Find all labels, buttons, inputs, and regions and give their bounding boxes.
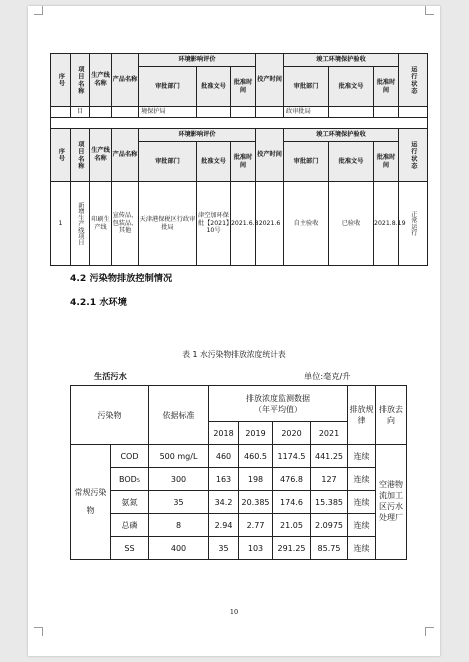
year-2018: 2018 — [209, 422, 239, 445]
year-2020: 2020 — [273, 422, 311, 445]
cont-project: 目 — [71, 107, 90, 118]
row-line: 印刷生产线 — [90, 182, 112, 266]
t2-header-row-1 — [71, 386, 407, 422]
eia-doc-header: 批准文号 — [197, 67, 231, 107]
value-2021: 441.25 — [311, 445, 348, 468]
value-2019: 103 — [239, 537, 273, 560]
eia-time-header: 批准时间 — [231, 67, 256, 107]
acceptance-header: 竣工环境保护验收 — [284, 54, 399, 67]
value-2020: 1174.5 — [273, 445, 311, 468]
value-2021: 2.0975 — [311, 514, 348, 537]
value-2018: 460 — [209, 445, 239, 468]
eia-header: 环境影响评价 — [139, 54, 256, 67]
status-header: 运行状态 — [399, 54, 428, 107]
row-seq: 1 — [51, 182, 71, 266]
discharge-rule: 连续 — [348, 514, 376, 537]
year-2021: 2021 — [311, 422, 348, 445]
seq-header: 序号 — [51, 54, 71, 107]
value-2019: 2.77 — [239, 514, 273, 537]
cont-eia-dept: 境保护局 — [139, 107, 197, 118]
pollutant-standard: 300 — [149, 468, 209, 491]
continued-row — [51, 107, 428, 118]
acc-doc-header-2: 批准文号 — [329, 142, 374, 182]
water-pollutant-table — [70, 385, 407, 560]
pollutant-name: 总磷 — [111, 514, 149, 537]
row-acc-doc: 已验收 — [329, 182, 374, 266]
row-status: 正常运行 — [399, 182, 428, 266]
value-2020: 21.05 — [273, 514, 311, 537]
table-unit: 单位:毫克/升 — [304, 371, 351, 381]
product-header-2: 产品名称 — [112, 129, 139, 182]
crop-mark-bottom-right — [425, 627, 434, 636]
value-2020: 174.6 — [273, 491, 311, 514]
destination-header: 排放去向 — [376, 386, 407, 445]
project-header-2: 项目名称 — [71, 129, 90, 182]
value-2018: 35 — [209, 537, 239, 560]
acc-time-header-2: 批准时间 — [374, 142, 399, 182]
value-2021: 15.385 — [311, 491, 348, 514]
row-acc-dept: 自主验收 — [284, 182, 329, 266]
group-label: 常规污染物 — [71, 445, 111, 560]
cont-seq — [51, 107, 71, 118]
crop-mark-bottom-left — [34, 627, 43, 636]
eia-dept-header: 审批部门 — [139, 67, 197, 107]
pollutant-standard: 500 mg/L — [149, 445, 209, 468]
section-heading-4-2: 4.2 污染物排放控制情况 — [70, 273, 173, 284]
acc-dept-header-2: 审批部门 — [284, 142, 329, 182]
pollutant-name: 氨氮 — [111, 491, 149, 514]
header-row-1 — [51, 54, 428, 67]
table-row — [71, 514, 407, 537]
project-table — [50, 53, 428, 266]
product-header: 产品名称 — [112, 54, 139, 107]
header-row-3 — [51, 129, 428, 142]
row-acc-time: 2021.8.19 — [374, 182, 399, 266]
acc-dept-header: 审批部门 — [284, 67, 329, 107]
project-header: 项目名称 — [71, 54, 90, 107]
crop-mark-top-right — [425, 6, 434, 15]
discharge-rule: 连续 — [348, 491, 376, 514]
pollutant-header: 污染物 — [71, 386, 149, 445]
pollutant-standard: 8 — [149, 514, 209, 537]
project-row — [51, 182, 428, 266]
value-2019: 460.5 — [239, 445, 273, 468]
discharge-rule: 连续 — [348, 468, 376, 491]
standard-header: 依据标准 — [149, 386, 209, 445]
eia-doc-header-2: 批准文号 — [197, 142, 231, 182]
pollutant-standard: 400 — [149, 537, 209, 560]
table-row — [71, 445, 407, 468]
cont-acc-dept: 政审批局 — [284, 107, 329, 118]
pollutant-name: BOD₅ — [111, 468, 149, 491]
value-2021: 127 — [311, 468, 348, 491]
value-2019: 198 — [239, 468, 273, 491]
section-heading-4-2-1: 4.2.1 水环境 — [70, 297, 127, 308]
rule-header: 排放规律 — [348, 386, 376, 445]
eia-time-header-2: 批准时间 — [231, 142, 256, 182]
value-2019: 20.385 — [239, 491, 273, 514]
table-caption: 表 1 水污染物排放浓度统计表 — [182, 350, 286, 359]
value-2018: 34.2 — [209, 491, 239, 514]
discharge-rule: 连续 — [348, 445, 376, 468]
discharge-rule: 连续 — [348, 537, 376, 560]
table-subtitle: 生活污水 — [94, 371, 127, 381]
row-eia-doc: 津空加环保批【2021】10号 — [197, 182, 231, 266]
table-row — [71, 537, 407, 560]
value-2018: 2.94 — [209, 514, 239, 537]
crop-mark-top-left — [34, 6, 43, 15]
data-header: 排放浓度监测数据 （年平均值） — [209, 386, 348, 422]
row-project: 新增生产线项目 — [71, 182, 90, 266]
value-2021: 85.75 — [311, 537, 348, 560]
table-row — [71, 491, 407, 514]
value-2020: 476.8 — [273, 468, 311, 491]
row-product: 宣传品、包装品、其他 — [112, 182, 139, 266]
eia-header-2: 环境影响评价 — [139, 129, 256, 142]
acc-time-header: 批准时间 — [374, 67, 399, 107]
row-eia-time: 2021.6.8 — [231, 182, 256, 266]
status-header-2: 运行状态 — [399, 129, 428, 182]
separator-row — [51, 118, 428, 129]
document-page — [28, 6, 440, 656]
table-row — [71, 468, 407, 491]
seq-header-2: 序号 — [51, 129, 71, 182]
eia-dept-header-2: 审批部门 — [139, 142, 197, 182]
page-number: 10 — [229, 608, 239, 616]
pollutant-name: COD — [111, 445, 149, 468]
start-header: 投产时间 — [256, 54, 284, 107]
pollutant-standard: 35 — [149, 491, 209, 514]
row-eia-dept: 天津港保税区行政审批局 — [139, 182, 197, 266]
value-2018: 163 — [209, 468, 239, 491]
line-header: 生产线名称 — [90, 54, 112, 107]
value-2020: 291.25 — [273, 537, 311, 560]
pollutant-name: SS — [111, 537, 149, 560]
row-start: 2021.6 — [256, 182, 284, 266]
year-2019: 2019 — [239, 422, 273, 445]
acceptance-header-2: 竣工环境保护验收 — [284, 129, 399, 142]
start-header-2: 投产时间 — [256, 129, 284, 182]
line-header-2: 生产线名称 — [90, 129, 112, 182]
acc-doc-header: 批准文号 — [329, 67, 374, 107]
discharge-destination: 空港物流加工区污水处理厂 — [376, 445, 407, 560]
